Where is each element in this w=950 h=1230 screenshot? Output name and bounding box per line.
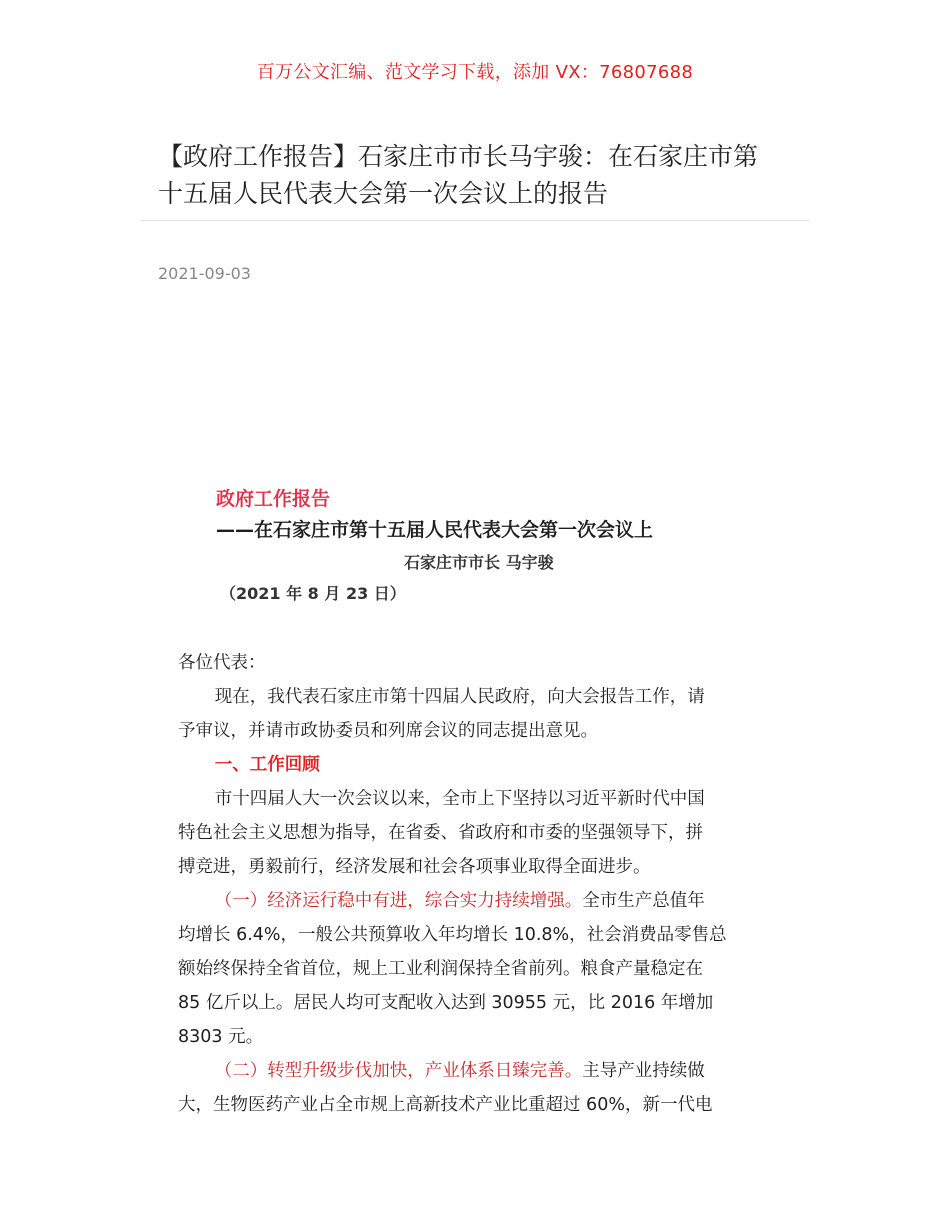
paragraph-economy-line-1: 全市生产总值年: [582, 891, 705, 911]
paragraph-economy: [178, 884, 772, 1054]
paragraph-review-line-3: 搏竞进，勇毅前行，经济发展和社会各项事业取得全面进步。: [178, 857, 651, 877]
paragraph-economy-line-5: 8303 元。: [178, 1027, 264, 1047]
paragraph-economy-line-4: 85 亿斤以上。居民人均可支配收入达到 30955 元，比 2016 年增加: [178, 993, 714, 1013]
paragraph-industry-line-2: 大，生物医药产业占全市规上高新技术产业比重超过 60%，新一代电: [178, 1095, 713, 1115]
paragraph-intro: [178, 680, 772, 748]
publish-date: 2021-09-03: [158, 264, 251, 283]
greeting: 各位代表：: [178, 653, 266, 673]
paragraph-economy-line-2: 均增长 6.4%，一般公共预算收入年均增长 10.8%，社会消费品零售总: [178, 925, 727, 945]
economy-highlight: （一）经济运行稳中有进，综合实力持续增强。: [214, 891, 583, 911]
article-title-line-2: 十五届人民代表大会第一次会议上的报告: [158, 179, 609, 208]
article-title-line-1: 【政府工作报告】石家庄市市长马宇骏：在石家庄市第: [158, 142, 759, 171]
paragraph-intro-line-2: 予审议，并请市政协委员和列席会议的同志提出意见。: [178, 721, 598, 741]
paragraph-review-line-1: 市十四届人大一次会议以来，全市上下坚持以习近平新时代中国: [214, 789, 705, 809]
paragraph-review-line-2: 特色社会主义思想为指导，在省委、省政府和市委的坚强领导下，拼: [178, 823, 703, 843]
article-title: [158, 138, 798, 212]
promo-banner: 百万公文汇编、范文学习下载，添加 VX：76807688: [256, 62, 694, 83]
report-date: （2021 年 8 月 23 日）: [220, 584, 406, 603]
paragraph-economy-line-3: 额始终保持全省首位，规上工业利润保持全省前列。粮食产量稳定在: [178, 959, 703, 979]
industry-highlight: （二）转型升级步伐加快，产业体系日臻完善。: [214, 1061, 583, 1081]
report-title: 政府工作报告: [216, 488, 331, 510]
report-header: [216, 486, 776, 606]
title-divider: [140, 220, 810, 221]
paragraph-intro-line-1: 现在，我代表石家庄市第十四届人民政府，向大会报告工作，请: [214, 687, 705, 707]
report-body: [178, 646, 772, 1122]
report-author: 石家庄市市长 马宇骏: [404, 553, 554, 572]
report-subtitle: ——在石家庄市第十五届人民代表大会第一次会议上: [216, 519, 654, 541]
paragraph-review: [178, 782, 772, 884]
section-heading-review: 一、工作回顾: [214, 755, 320, 775]
paragraph-industry: [178, 1054, 772, 1122]
paragraph-industry-line-1: 主导产业持续做: [582, 1061, 705, 1081]
